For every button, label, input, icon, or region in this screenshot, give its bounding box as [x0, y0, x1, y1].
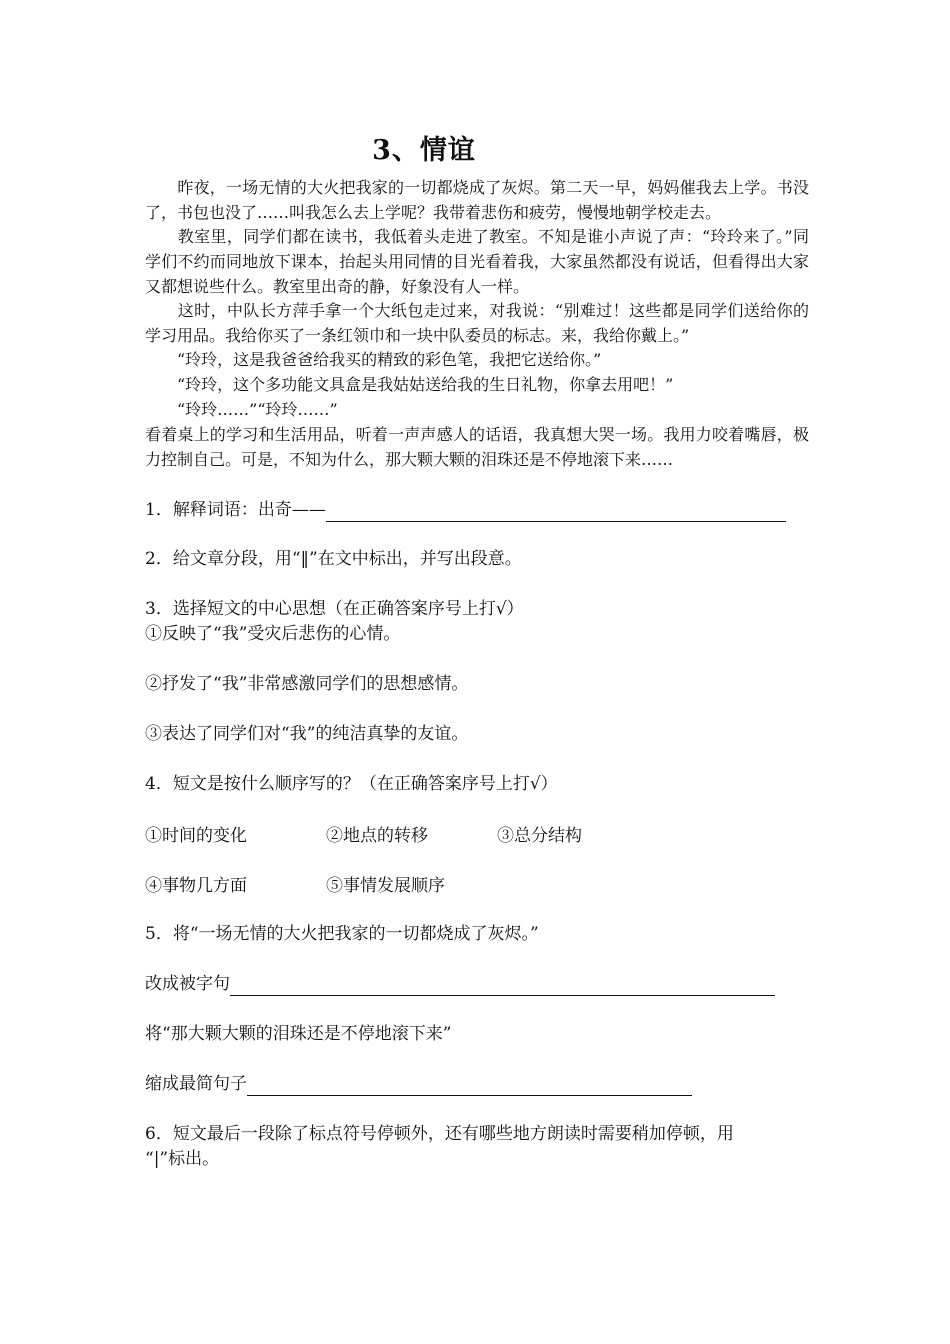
passage-paragraph-2: 教室里，同学们都在读书，我低着头走进了教室。不知是谁小声说了声：“玲玲来了。”同学们不约而同地放下课本，抬起头用同情的目光看着我，大家虽然都没有说话，但看得出大家又都想说些什么。教室里出奇的静，好象没有人一样。 — [145, 227, 809, 296]
question-5-part-c — [145, 1072, 692, 1096]
passage-paragraph-1: 昨夜，一场无情的大火把我家的一切都烧成了灰烬。第二天一早，妈妈催我去上学。书没了，书包也没了……叫我怎么去上学呢？我带着悲伤和疲劳，慢慢地朝学校走去。 — [145, 178, 809, 222]
question-4: 4．短文是按什么顺序写的？（在正确答案序号上打√） — [145, 774, 558, 794]
q4-option-2[interactable]: ②地点的转移 — [326, 826, 428, 846]
question-2: 2．给文章分段，用“‖”在文中标出，并写出段意。 — [145, 549, 522, 569]
q3-option-1[interactable]: ①反映了“我”受灾后悲伤的心情。 — [145, 624, 401, 644]
q5a-text: 改成被字句 — [145, 974, 230, 994]
q4-option-5[interactable]: ⑤事情发展顺序 — [326, 876, 445, 896]
passage-paragraph-6: “玲玲……”“玲玲……” — [145, 400, 338, 419]
q4-option-4[interactable]: ④事物几方面 — [145, 876, 247, 896]
answer-line-5c[interactable] — [247, 1077, 692, 1096]
passage-paragraph-3: 这时，中队长方萍手拿一个大纸包走过来，对我说：“别难过！这些都是同学们送给你的学习用品。我给你买了一条红领巾和一块中队委员的标志。来，我给你戴上。” — [145, 301, 809, 345]
question-1-text: 1．解释词语：出奇—— — [145, 500, 326, 520]
q3-option-2[interactable]: ②抒发了“我”非常感激同学们的思想感情。 — [145, 674, 469, 694]
q4-option-1[interactable]: ①时间的变化 — [145, 826, 247, 846]
question-6-line-2: “|”标出。 — [145, 1149, 220, 1169]
q4-option-3[interactable]: ③总分结构 — [497, 826, 582, 846]
q3-option-3[interactable]: ③表达了同学们对“我”的纯洁真挚的友谊。 — [145, 724, 469, 744]
passage-paragraph-4: “玲玲，这是我爸爸给我买的精致的彩色笔，我把它送给你。” — [145, 350, 602, 369]
question-5-part-b: 将“那大颗大颗的泪珠还是不停地滚下来” — [145, 1024, 452, 1044]
question-5-part-a — [145, 972, 775, 996]
page-title: 3、情谊 — [372, 135, 476, 166]
passage-paragraph-7: 看着桌上的学习和生活用品，听着一声声感人的话语，我真想大哭一场。我用力咬着嘴唇，极力控制自己。可是，不知为什么，那大颗大颗的泪珠还是不停地滚下来…… — [145, 425, 809, 469]
passage-paragraph-5: “玲玲，这个多功能文具盒是我姑姑送给我的生日礼物，你拿去用吧！” — [145, 375, 674, 394]
answer-line-5a[interactable] — [230, 977, 775, 996]
question-1 — [145, 498, 786, 522]
question-5: 5．将“一场无情的大火把我家的一切都烧成了灰烬。” — [145, 924, 539, 944]
answer-line-1[interactable] — [326, 503, 786, 522]
question-3: 3．选择短文的中心思想（在正确答案序号上打√） — [145, 599, 524, 619]
q5c-text: 缩成最简句子 — [145, 1074, 247, 1094]
question-6-line-1: 6．短文最后一段除了标点符号停顿外，还有哪些地方朗读时需要稍加停顿，用 — [145, 1124, 734, 1144]
